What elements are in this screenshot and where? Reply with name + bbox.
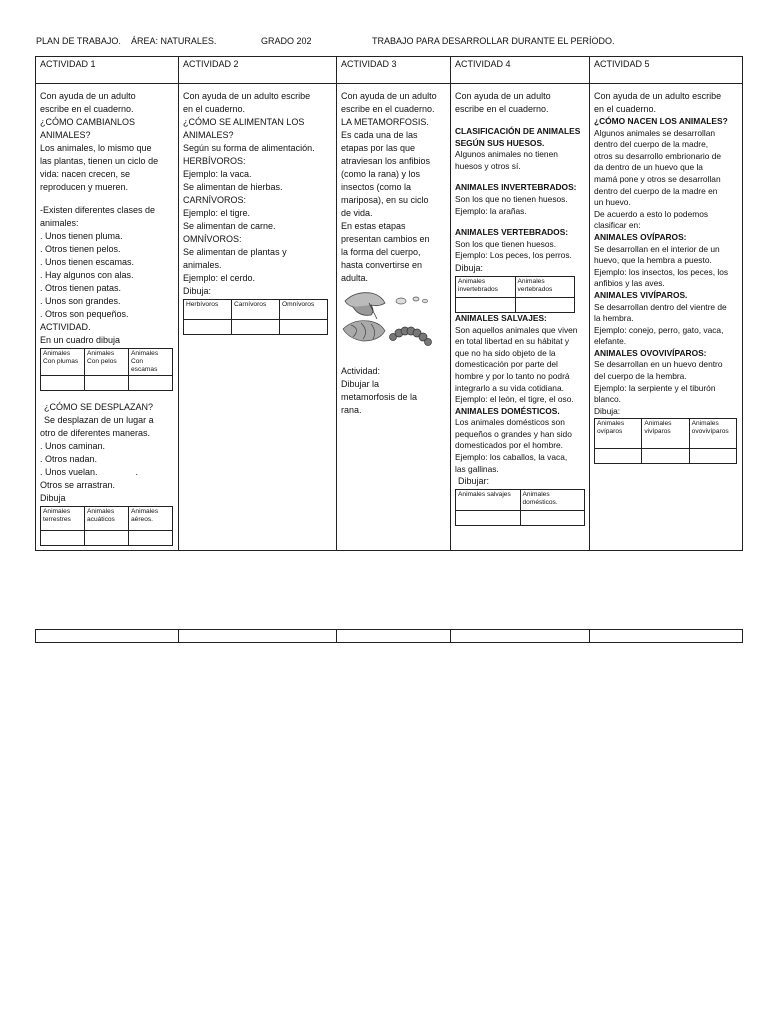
activities-table bbox=[35, 56, 743, 551]
text-line: de vida. bbox=[341, 208, 373, 218]
text-line: las plantas, tienen un ciclo de bbox=[40, 156, 159, 166]
egg-icon bbox=[396, 297, 428, 304]
text-line: Ejemplo: el león, el tigre, el oso. bbox=[455, 394, 574, 405]
activity-3-content bbox=[337, 84, 450, 550]
text-line: atraviesan los anfibios bbox=[341, 156, 431, 166]
grid-header: Carnívoros bbox=[232, 300, 280, 320]
text-line: Se desarrollan en el interior de un bbox=[594, 243, 720, 254]
text-line: Es cada una de las bbox=[341, 130, 418, 140]
text-line: etapas por las que bbox=[341, 143, 416, 153]
text-line: mamá pone y otros se desarrollan bbox=[594, 173, 721, 184]
activity-2-cell bbox=[179, 84, 337, 551]
text-line: -Existen diferentes clases de bbox=[40, 205, 156, 215]
text-line: CLASIFICACIÓN DE ANIMALES bbox=[455, 126, 581, 136]
drawing-box[interactable] bbox=[232, 320, 280, 335]
text-line: . Otros tienen pelos. bbox=[40, 244, 121, 254]
drawing-box[interactable] bbox=[41, 531, 85, 546]
empty-cell bbox=[590, 630, 743, 643]
text-line: otro de diferentes maneras. bbox=[40, 428, 151, 438]
text-line: (como la rana) y los bbox=[341, 169, 421, 179]
drawing-box[interactable] bbox=[642, 449, 689, 464]
text-line: Los animales domésticos son bbox=[455, 417, 565, 428]
header-grado: GRADO 202 bbox=[261, 36, 312, 46]
text-line: animales: bbox=[40, 218, 79, 228]
text-line: LA METAMORFOSIS. bbox=[341, 117, 429, 127]
text-line: HERBÍVOROS: bbox=[183, 156, 246, 166]
column-header: ACTIVIDAD 1 bbox=[36, 57, 179, 84]
drawing-box[interactable] bbox=[41, 376, 85, 391]
table-body-row bbox=[36, 84, 743, 551]
text-line: Algunos animales se desarrollan bbox=[594, 127, 716, 138]
caterpillar-icon bbox=[390, 327, 432, 346]
header-trabajo: TRABAJO PARA DESARROLLAR DURANTE EL PERÍODO. bbox=[372, 36, 615, 46]
empty-cell bbox=[451, 630, 590, 643]
drawing-grid-coverings bbox=[40, 348, 173, 391]
bones-section bbox=[455, 126, 585, 262]
drawing-grid-habitat bbox=[455, 489, 585, 526]
text-line: otros su desarrollo embrionario de bbox=[594, 150, 722, 161]
text-line: Ejemplo: los insectos, los peces, los bbox=[594, 266, 729, 277]
text-fragment: . bbox=[135, 467, 139, 477]
grid-header: Animales domésticos. bbox=[520, 490, 585, 511]
text-line: . Otros nadan. bbox=[40, 454, 98, 464]
column-header: ACTIVIDAD 5 bbox=[590, 57, 743, 84]
text-line: Se alimentan de plantas y bbox=[183, 247, 287, 257]
text-line: las gallinas. bbox=[455, 463, 499, 474]
text-line: anfibios y las aves. bbox=[594, 278, 665, 289]
text-line: reproducen y mueren. bbox=[40, 182, 129, 192]
text-line: Son aquellos animales que viven bbox=[455, 324, 578, 335]
text-line: animales. bbox=[183, 260, 222, 270]
drawing-box[interactable] bbox=[515, 297, 575, 312]
activity-3-cell bbox=[337, 84, 451, 551]
table-header-row bbox=[36, 57, 743, 84]
activity-1-cell bbox=[36, 84, 179, 551]
text-line: en el cuaderno. bbox=[594, 104, 657, 114]
text-line: dentro del cuerpo de la madre en bbox=[594, 185, 718, 196]
text-line: CARNÍVOROS: bbox=[183, 195, 247, 205]
text-line: ¿CÓMO CAMBIANLOS bbox=[40, 117, 136, 127]
text-line: . Otros tienen patas. bbox=[40, 283, 122, 293]
empty-bottom-table bbox=[35, 629, 743, 643]
drawing-box[interactable] bbox=[456, 511, 521, 526]
text-line: SEGÚN SUS HUESOS. bbox=[455, 137, 545, 148]
grid-header: Animales vertebrados bbox=[515, 276, 575, 297]
text-line: ¿CÓMO SE ALIMENTAN LOS bbox=[183, 117, 305, 127]
text-line: . Unos tienen pluma. bbox=[40, 231, 123, 241]
grid-header: Omnívoros bbox=[280, 300, 328, 320]
text-line: Dibuja: bbox=[594, 405, 621, 416]
grid-header: Animales Con plumas bbox=[41, 349, 85, 376]
text-line: Con ayuda de un adulto bbox=[455, 91, 551, 101]
grid-header: Animales acuáticos bbox=[85, 507, 129, 531]
text-line: ANIMALES OVÍPAROS: bbox=[594, 231, 687, 242]
text-line: ANIMALES INVERTEBRADOS: bbox=[455, 182, 577, 193]
text-line: Ejemplo: la vaca. bbox=[183, 169, 252, 179]
text-line: OMNÍVOROS: bbox=[183, 234, 242, 244]
drawing-box[interactable] bbox=[129, 531, 173, 546]
grid-header: Herbívoros bbox=[184, 300, 232, 320]
grid-header: Animales ovíparos bbox=[595, 419, 642, 449]
text-line: Actividad: bbox=[341, 366, 381, 376]
activity-2-content bbox=[179, 84, 336, 550]
text-line: pequeños o grandes y han sido bbox=[455, 428, 572, 439]
habitat-section bbox=[455, 313, 585, 475]
drawing-box[interactable] bbox=[456, 297, 516, 312]
text-line: En estas etapas bbox=[341, 221, 406, 231]
table-row bbox=[36, 630, 743, 643]
text-line: Dibuja bbox=[40, 493, 66, 503]
text-line: Son los que tienen huesos. bbox=[455, 238, 557, 249]
grid-header: Animales Con escamas bbox=[129, 349, 173, 376]
text-fragment: . Unos vuelan. bbox=[40, 467, 98, 477]
grid-header: Animales aéreos. bbox=[129, 507, 173, 531]
text-line: Con ayuda de un adulto escribe bbox=[183, 91, 311, 101]
text-line: ANIMALES DOMÉSTICOS. bbox=[455, 405, 560, 416]
text-line: Dibuja: bbox=[455, 262, 484, 273]
text-line: ANIMALES SALVAJES: bbox=[455, 312, 547, 323]
text-line: ¿CÓMO SE DESPLAZAN? bbox=[44, 402, 154, 412]
activity-4-cell bbox=[451, 84, 590, 551]
text-line: . Hay algunos con alas. bbox=[40, 270, 134, 280]
text-line: da dentro de un huevo que la bbox=[594, 162, 703, 173]
drawing-box[interactable] bbox=[85, 376, 129, 391]
header-area: ÁREA: NATURALES. bbox=[131, 36, 217, 46]
text-line: Dibujar: bbox=[458, 476, 490, 487]
text-line: . Unos son grandes. bbox=[40, 296, 121, 306]
text-line: integrarlo a su vida cotidiana. bbox=[455, 382, 564, 393]
grid-header: Animales Con pelos bbox=[85, 349, 129, 376]
text-line: huesos y otros sí. bbox=[455, 160, 521, 171]
drawing-box[interactable] bbox=[689, 449, 736, 464]
text-line: ANIMALES? bbox=[40, 130, 91, 140]
metamorphosis-illustration bbox=[341, 289, 441, 351]
text-line: domesticación por parte del bbox=[455, 359, 558, 370]
activity-5-content bbox=[590, 84, 742, 550]
text-line: Se desarrollan dentro del vientre de bbox=[594, 301, 727, 312]
text-line: ANIMALES OVOVIVÍPAROS: bbox=[594, 347, 707, 358]
text-line: Ejemplo: la arañas. bbox=[455, 205, 527, 216]
text-line: En un cuadro dibuja bbox=[40, 335, 121, 345]
text-line: Dibuja: bbox=[183, 286, 212, 296]
text-line: clasificar en: bbox=[594, 220, 641, 231]
drawing-grid-diet bbox=[183, 299, 328, 335]
text-line: domesticados por el hombre. bbox=[455, 440, 563, 451]
drawing-grid-birth bbox=[594, 418, 737, 464]
drawing-box[interactable] bbox=[280, 320, 328, 335]
text-line: Ejemplo: Los peces, los perros. bbox=[455, 250, 572, 261]
text-line: Algunos animales no tienen bbox=[455, 149, 558, 160]
text-line: Con ayuda de un adulto bbox=[341, 91, 437, 101]
text-line: presentan cambios en bbox=[341, 234, 430, 244]
drawing-box[interactable] bbox=[184, 320, 232, 335]
text-line: la hembra. bbox=[594, 313, 634, 324]
text-line: la forma del cuerpo, bbox=[341, 247, 421, 257]
empty-cell bbox=[36, 630, 179, 643]
text-line: Otros se arrastran. bbox=[40, 480, 116, 490]
grid-header: Animales invertebrados bbox=[456, 276, 516, 297]
drawing-box[interactable] bbox=[85, 531, 129, 546]
activity-5-cell bbox=[590, 84, 743, 551]
text-line: Se alimentan de carne. bbox=[183, 221, 276, 231]
header-plan: PLAN DE TRABAJO. bbox=[36, 36, 121, 46]
text-line: escribe en el cuaderno. bbox=[40, 104, 134, 114]
grid-header: Animales terrestres bbox=[41, 507, 85, 531]
text-line: adulta. bbox=[341, 273, 369, 283]
text-line: De acuerdo a esto lo podemos bbox=[594, 208, 709, 219]
drawing-box[interactable] bbox=[595, 449, 642, 464]
text-line: ¿CÓMO NACEN LOS ANIMALES? bbox=[594, 116, 728, 126]
column-header: ACTIVIDAD 3 bbox=[337, 57, 451, 84]
pupa-icon bbox=[343, 321, 385, 341]
text-line: que no ha sido objeto de la bbox=[455, 347, 556, 358]
text-line: Se desplazan de un lugar a bbox=[44, 415, 154, 425]
text-line: Se alimentan de hierbas. bbox=[183, 182, 283, 192]
drawing-box[interactable] bbox=[129, 376, 173, 391]
text-line: hasta convertirse en bbox=[341, 260, 423, 270]
empty-cell bbox=[337, 630, 451, 643]
text-line: . Unos caminan. bbox=[40, 441, 106, 451]
text-line: vida: nacen crecen, se bbox=[40, 169, 131, 179]
text-line: huevo, que la hembra a puesto. bbox=[594, 255, 712, 266]
text-line: Ejemplo: conejo, perro, gato, vaca, bbox=[594, 324, 724, 335]
text-line: Según su forma de alimentación. bbox=[183, 143, 315, 153]
text-line: ANIMALES VIVÍPAROS. bbox=[594, 289, 688, 300]
text-line: Los animales, lo mismo que bbox=[40, 143, 152, 153]
text-line: escribe en el cuaderno. bbox=[455, 104, 549, 114]
text-line: un huevo. bbox=[594, 197, 631, 208]
text-line: . Unos tienen escamas. bbox=[40, 257, 135, 267]
text-line: rana. bbox=[341, 405, 362, 415]
text-line: Con ayuda de un adulto bbox=[40, 91, 136, 101]
text-line bbox=[40, 466, 174, 479]
text-line: en total libertad en su hábitat y bbox=[455, 336, 570, 347]
text-line: del cuerpo de la hembra. bbox=[594, 371, 687, 382]
text-line: mariposa), en su ciclo bbox=[341, 195, 429, 205]
text-line: ANIMALES? bbox=[183, 130, 234, 140]
column-header: ACTIVIDAD 4 bbox=[451, 57, 590, 84]
text-line: dentro del cuerpo de la madre, bbox=[594, 139, 709, 150]
empty-cell bbox=[179, 630, 337, 643]
text-line: Con ayuda de un adulto escribe bbox=[594, 91, 722, 101]
text-line: elefante. bbox=[594, 336, 627, 347]
text-line: Ejemplo: el cerdo. bbox=[183, 273, 256, 283]
column-header: ACTIVIDAD 2 bbox=[179, 57, 337, 84]
text-line: . Otros son pequeños. bbox=[40, 309, 129, 319]
butterfly-icon bbox=[345, 293, 385, 319]
text-line: Dibujar la bbox=[341, 379, 380, 389]
text-line: Se desarrollan en un huevo dentro bbox=[594, 359, 723, 370]
text-line: en el cuaderno. bbox=[183, 104, 246, 114]
text-line: insectos (como la bbox=[341, 182, 412, 192]
text-line: Ejemplo: los caballos, la vaca, bbox=[455, 452, 568, 463]
text-line: ANIMALES VERTEBRADOS: bbox=[455, 227, 569, 238]
text-line: blanco. bbox=[594, 394, 622, 405]
drawing-grid-bones bbox=[455, 276, 575, 313]
text-line: metamorfosis de la bbox=[341, 392, 418, 402]
grid-header: Animales salvajes bbox=[456, 490, 521, 511]
grid-header: Animales ovovivíparos bbox=[689, 419, 736, 449]
text-line: Ejemplo: la serpiente y el tiburón bbox=[594, 382, 716, 393]
text-line: escribe en el cuaderno. bbox=[341, 104, 435, 114]
text-line: hombre y por lo tanto no podrá bbox=[455, 370, 570, 381]
drawing-grid-movement bbox=[40, 506, 173, 546]
text-line: Son los que no tienen huesos. bbox=[455, 193, 568, 204]
activity-1-content bbox=[36, 84, 178, 550]
text-line: Ejemplo: el tigre. bbox=[183, 208, 251, 218]
drawing-box[interactable] bbox=[520, 511, 585, 526]
grid-header: Animales vivíparos bbox=[642, 419, 689, 449]
activity-4-content bbox=[451, 84, 589, 550]
text-line: ACTIVIDAD. bbox=[40, 322, 91, 332]
birth-section bbox=[594, 116, 738, 417]
